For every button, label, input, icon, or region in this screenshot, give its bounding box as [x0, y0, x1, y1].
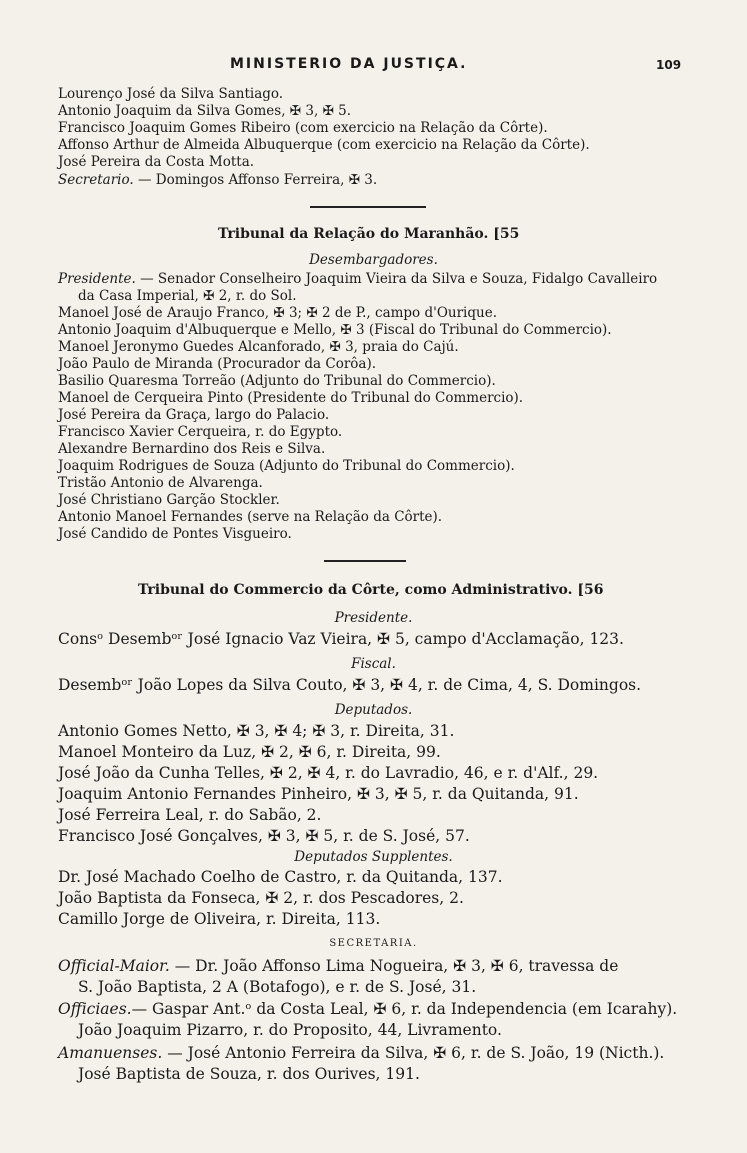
list-item: João Paulo de Miranda (Procurador da Corôa). [58, 356, 377, 372]
president-text: — Senador Conselheiro Joaquim Vieira da Silva e Souza, Fidalgo Cavalleiro [135, 271, 658, 287]
list-item: João Baptista da Fonseca, ✠ 2, r. dos Pescadores, 2. [58, 889, 464, 907]
list-item: Alexandre Bernardino dos Reis e Silva. [58, 441, 326, 457]
subheading: Deputados. [334, 702, 413, 718]
section-heading: Tribunal do Commercio da Côrte, como Administrativo. [56 [138, 582, 604, 598]
official-maior-label: Official-Maior. [58, 957, 170, 975]
amanuenses-text: — José Antonio Ferreira da Silva, ✠ 6, r. de S. João, 19 (Nicth.). [162, 1044, 665, 1062]
list-item: José Pereira da Graça, largo do Palacio. [58, 407, 330, 423]
list-item: José Pereira da Costa Motta. [58, 154, 255, 170]
list-item: Francisco Xavier Cerqueira, r. do Egypto. [58, 424, 343, 440]
president-line [58, 271, 657, 287]
list-item: José Ferreira Leal, r. do Sabão, 2. [58, 806, 322, 824]
list-item: José Christiano Garção Stockler. [58, 492, 280, 508]
officiaes-text: — Gaspar Ant.ᵒ da Costa Leal, ✠ 6, r. da Independencia (em Icarahy). [131, 1000, 678, 1018]
list-item: José João da Cunha Telles, ✠ 2, ✠ 4, r. do Lavradio, 46, e r. d'Alf., 29. [58, 764, 599, 782]
list-item: Joaquim Antonio Fernandes Pinheiro, ✠ 3, ✠ 5, r. da Quitanda, 91. [58, 785, 579, 803]
list-item: Manoel José de Araujo Franco, ✠ 3; ✠ 2 de P., campo d'Ourique. [58, 305, 497, 321]
page-number: 109 [656, 58, 682, 72]
section-heading: Tribunal da Relação do Maranhão. [55 [218, 226, 520, 242]
subheading: Desembargadores. [309, 252, 438, 268]
list-item: Tristão Antonio de Alvarenga. [58, 475, 263, 491]
amanuenses-line [58, 1044, 664, 1062]
official-maior-line [58, 957, 618, 975]
list-item: Joaquim Rodrigues de Souza (Adjunto do Tribunal do Commercio). [58, 458, 515, 474]
president-label: Presidente. [58, 271, 136, 287]
officiaes-continuation: João Joaquim Pizarro, r. do Proposito, 44, Livramento. [78, 1021, 502, 1039]
secretario-text: — Domingos Affonso Ferreira, ✠ 3. [133, 172, 378, 188]
subheading: SECRETARIA. [329, 938, 418, 949]
list-item: Francisco José Gonçalves, ✠ 3, ✠ 5, r. de S. José, 57. [58, 827, 470, 845]
list-item: Antonio Joaquim d'Albuquerque e Mello, ✠ 3 (Fiscal do Tribunal do Commercio). [58, 322, 612, 338]
presidente-line: Consᵒ Desembᵒʳ José Ignacio Vaz Vieira, ✠ 5, campo d'Acclamação, 123. [58, 630, 624, 648]
list-item: Francisco Joaquim Gomes Ribeiro (com exercicio na Relação da Côrte). [58, 120, 548, 136]
list-item: Basilio Quaresma Torreão (Adjunto do Tribunal do Commercio). [58, 373, 496, 389]
running-title: MINISTERIO DA JUSTIÇA. [230, 56, 468, 72]
secretario-line [58, 172, 377, 188]
list-item: Lourenço José da Silva Santiago. [58, 86, 284, 102]
section-divider [310, 206, 426, 208]
list-item: Antonio Gomes Netto, ✠ 3, ✠ 4; ✠ 3, r. Direita, 31. [58, 722, 455, 740]
official-maior-text: — Dr. João Affonso Lima Nogueira, ✠ 3, ✠ 6, travessa de [169, 957, 619, 975]
list-item: Camillo Jorge de Oliveira, r. Direita, 113. [58, 910, 381, 928]
list-item: José Candido de Pontes Visgueiro. [58, 526, 292, 542]
subheading: Deputados Supplentes. [294, 849, 453, 865]
list-item: Manoel de Cerqueira Pinto (Presidente do Tribunal do Commercio). [58, 390, 524, 406]
section-divider [324, 560, 406, 562]
amanuenses-continuation: José Baptista de Souza, r. dos Ourives, 191. [78, 1065, 420, 1083]
amanuenses-label: Amanuenses. [58, 1044, 163, 1062]
list-item: Affonso Arthur de Almeida Albuquerque (com exercicio na Relação da Côrte). [58, 137, 590, 153]
president-continuation: da Casa Imperial, ✠ 2, r. do Sol. [78, 288, 297, 304]
list-item: Antonio Joaquim da Silva Gomes, ✠ 3, ✠ 5. [58, 103, 352, 119]
subheading: Presidente. [334, 610, 413, 626]
officiaes-label: Officiaes. [58, 1000, 132, 1018]
list-item: Dr. José Machado Coelho de Castro, r. da Quitanda, 137. [58, 868, 503, 886]
list-item: Manoel Jeronymo Guedes Alcanforado, ✠ 3, praia do Cajú. [58, 339, 459, 355]
list-item: Antonio Manoel Fernandes (serve na Relação da Côrte). [58, 509, 443, 525]
secretario-label: Secretario. [58, 172, 134, 188]
fiscal-line: Desembᵒʳ João Lopes da Silva Couto, ✠ 3, ✠ 4, r. de Cima, 4, S. Domingos. [58, 676, 642, 694]
officiaes-line [58, 1000, 677, 1018]
list-item: Manoel Monteiro da Luz, ✠ 2, ✠ 6, r. Direita, 99. [58, 743, 441, 761]
official-maior-continuation: S. João Baptista, 2 A (Botafogo), e r. de S. José, 31. [78, 978, 477, 996]
subheading: Fiscal. [351, 656, 396, 672]
